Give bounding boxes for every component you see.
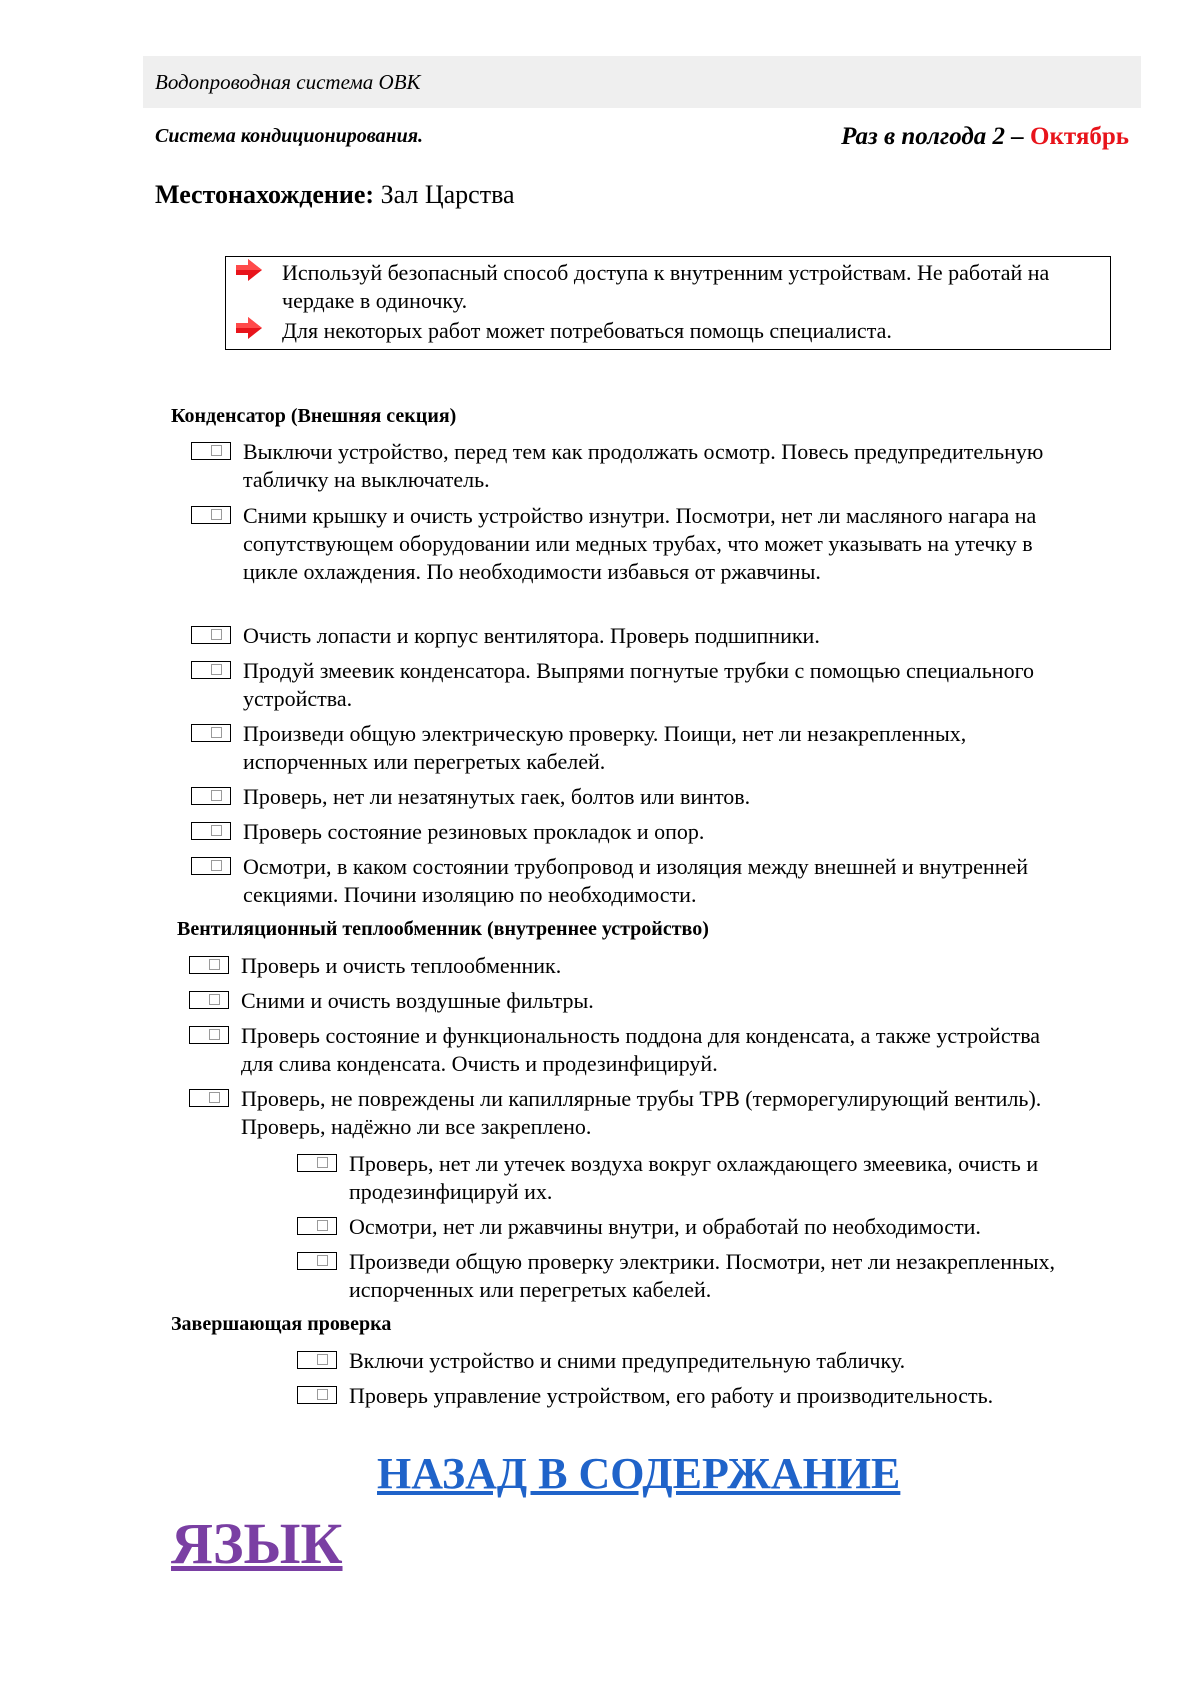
- checklist-item-text: Проверь состояние резиновых прокладок и опор.: [243, 819, 705, 844]
- arrow-right-icon: [236, 259, 262, 281]
- location-value: Зал Царства: [380, 180, 515, 209]
- checklist-subitem: [297, 1213, 1097, 1241]
- checklist-item-text: Очисть лопасти и корпус вентилятора. Проверь подшипники.: [243, 623, 820, 648]
- document-title: Водопроводная система ОВК: [155, 70, 421, 94]
- checkbox[interactable]: [297, 1386, 337, 1404]
- checklist-item-text: Включи устройство и сними предупредительную табличку.: [349, 1348, 906, 1373]
- checkbox[interactable]: [297, 1351, 337, 1369]
- checklist-item-text: Проверь состояние и функциональность поддона для конденсата, а также устройства для слива конденсата. Очисть и продезинфицируй.: [241, 1023, 1041, 1076]
- section-title-final: Завершающая проверка: [171, 1313, 392, 1335]
- warning-box: [225, 256, 1111, 350]
- checklist-item-text: Осмотри, в каком состоянии трубопровод и изоляция между внешней и внутренней секциями. Почини изоляцию по необходимости.: [243, 854, 1029, 907]
- header-bar: [143, 56, 1141, 108]
- schedule-prefix: Раз в полгода 2 –: [841, 123, 1024, 150]
- checkbox[interactable]: [297, 1217, 337, 1235]
- schedule-month: Октябрь: [1030, 123, 1129, 150]
- checklist-item: [191, 502, 1051, 586]
- checkbox[interactable]: [191, 661, 231, 679]
- checkbox[interactable]: [191, 787, 231, 805]
- checklist-item-text: Выключи устройство, перед тем как продолжать осмотр. Повесь предупредительную табличку на выключатель.: [243, 439, 1044, 492]
- checklist-subitem: [297, 1248, 1067, 1304]
- checklist-item-text: Осмотри, нет ли ржавчины внутри, и обработай по необходимости.: [349, 1214, 981, 1239]
- checklist-item: [191, 622, 1051, 650]
- checklist-item: [191, 783, 1051, 811]
- checklist-item: [191, 438, 1051, 494]
- back-to-contents-link[interactable]: НАЗАД В СОДЕРЖАНИЕ: [377, 1449, 901, 1498]
- checklist-item-text: Сними и очисть воздушные фильтры.: [241, 988, 594, 1013]
- schedule: [841, 123, 1129, 151]
- checklist-subitem: [297, 1150, 1067, 1206]
- checkbox[interactable]: [191, 506, 231, 524]
- warning-item: [242, 259, 1082, 315]
- checkbox[interactable]: [189, 1089, 229, 1107]
- system-subtitle: Система кондиционирования.: [155, 125, 424, 147]
- section-title-ventilation: Вентиляционный теплообменник (внутреннее устройство): [177, 918, 709, 940]
- location-label: Местонахождение:: [155, 180, 375, 209]
- checklist-item-text: Проверь управление устройством, его работу и производительность.: [349, 1383, 994, 1408]
- location: [155, 180, 515, 210]
- checklist-item-text: Проверь и очисть теплообменник.: [241, 953, 562, 978]
- checklist-item: [191, 818, 1051, 846]
- checklist-item: [189, 952, 1051, 980]
- checkbox[interactable]: [191, 442, 231, 460]
- checklist-item: [189, 987, 1051, 1015]
- checklist-item-text: Проверь, не повреждены ли капиллярные трубы ТРВ (терморегулирующий вентиль). Проверь, надёжно ли все закреплено.: [241, 1086, 1042, 1139]
- checklist-item: [191, 657, 1051, 713]
- checkbox[interactable]: [189, 1026, 229, 1044]
- checkbox[interactable]: [191, 724, 231, 742]
- checkbox[interactable]: [191, 857, 231, 875]
- checklist-item-text: Сними крышку и очисть устройство изнутри. Посмотри, нет ли масляного нагара на сопутствующем оборудовании или медных трубах, что может указывать на утечку в цикле охлаждения. По необходимости избавься от ржавчины.: [243, 503, 1037, 584]
- checklist-item-text: Проверь, нет ли незатянутых гаек, болтов или винтов.: [243, 784, 751, 809]
- checklist-item: [189, 1022, 1051, 1078]
- checkbox[interactable]: [191, 626, 231, 644]
- checklist-item-text: Произведи общую электрическую проверку. Поищи, нет ли незакрепленных, испорченных или перегретых кабелей.: [243, 721, 967, 774]
- checklist-item-text: Произведи общую проверку электрики. Посмотри, нет ли незакрепленных, испорченных или перегретых кабелей.: [349, 1249, 1056, 1302]
- checklist-subitem: [297, 1382, 1127, 1410]
- language-link[interactable]: ЯЗЫК: [171, 1511, 343, 1576]
- checkbox[interactable]: [189, 956, 229, 974]
- section-title-condenser: Конденсатор (Внешняя секция): [171, 405, 457, 427]
- arrow-right-icon: [236, 317, 262, 339]
- checkbox[interactable]: [189, 991, 229, 1009]
- checkbox[interactable]: [191, 822, 231, 840]
- checklist-item-text: Проверь, нет ли утечек воздуха вокруг охлаждающего змеевика, очисть и продезинфицируй их.: [349, 1151, 1039, 1204]
- checkbox[interactable]: [297, 1252, 337, 1270]
- warning-item: [242, 317, 1082, 345]
- checklist-subitem: [297, 1347, 1097, 1375]
- checklist-item: [189, 1085, 1051, 1141]
- checklist-item-text: Продуй змеевик конденсатора. Выпрями погнутые трубки с помощью специального устройства.: [243, 658, 1035, 711]
- checklist-item: [191, 853, 1051, 909]
- checkbox[interactable]: [297, 1154, 337, 1172]
- warning-text: Используй безопасный способ доступа к внутренним устройствам. Не работай на чердаке в одиночку.: [282, 260, 1050, 313]
- checklist-item: [191, 720, 1051, 776]
- warning-text: Для некоторых работ может потребоваться помощь специалиста.: [282, 318, 892, 343]
